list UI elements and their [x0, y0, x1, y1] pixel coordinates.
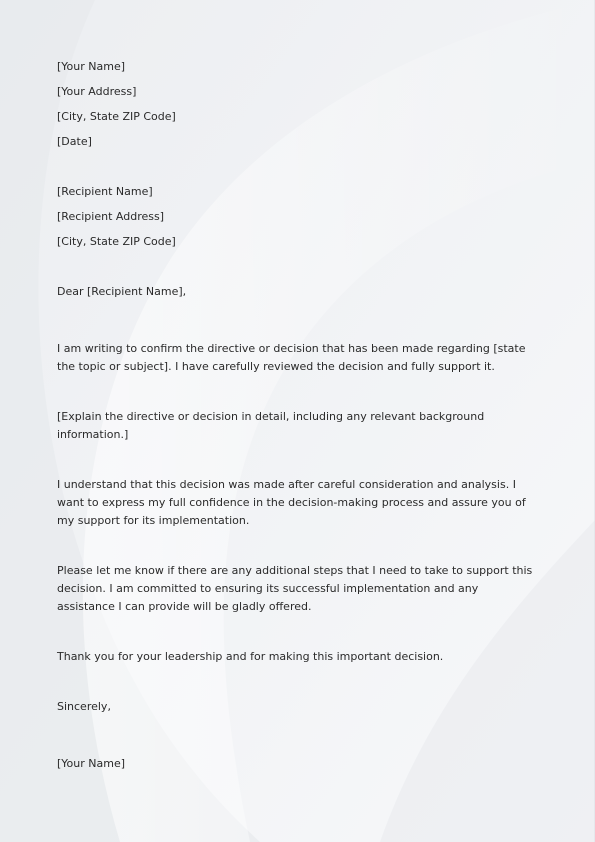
recipient-city-state-zip: [City, State ZIP Code] [57, 235, 176, 248]
closing: Sincerely, [57, 700, 111, 713]
signature-name: [Your Name] [57, 757, 126, 770]
letter-date: [Date] [57, 135, 92, 148]
body-paragraph: I understand that this decision was made after careful consideration and analysis. I want to express my full confidence in the decision-making process and assure you of my support for its implementation. [57, 478, 526, 527]
body-paragraph: Please let me know if there are any additional steps that I need to take to support this decision. I am committed to ensuring its successful implementation and any assistance I can provide will be gladly offered. [57, 564, 533, 613]
spacer [57, 308, 539, 340]
body-paragraph: [Explain the directive or decision in detail, including any relevant background information.] [57, 410, 485, 441]
sender-city-state-zip: [City, State ZIP Code] [57, 110, 176, 123]
spacer [57, 444, 539, 476]
sender-address: [Your Address] [57, 85, 137, 98]
body-paragraph: Thank you for your leadership and for making this important decision. [57, 650, 444, 663]
sender-name: [Your Name] [57, 60, 126, 73]
spacer [57, 530, 539, 562]
salutation: Dear [Recipient Name], [57, 285, 187, 298]
spacer [57, 258, 539, 283]
letter [57, 58, 539, 780]
recipient-address: [Recipient Address] [57, 210, 164, 223]
body-paragraph: I am writing to confirm the directive or decision that has been made regarding [state the topic or subject]. I have carefully reviewed the decision and fully support it. [57, 342, 526, 373]
spacer [57, 158, 539, 183]
spacer [57, 616, 539, 648]
spacer [57, 376, 539, 408]
spacer [57, 666, 539, 698]
recipient-name: [Recipient Name] [57, 185, 153, 198]
spacer [57, 723, 539, 755]
